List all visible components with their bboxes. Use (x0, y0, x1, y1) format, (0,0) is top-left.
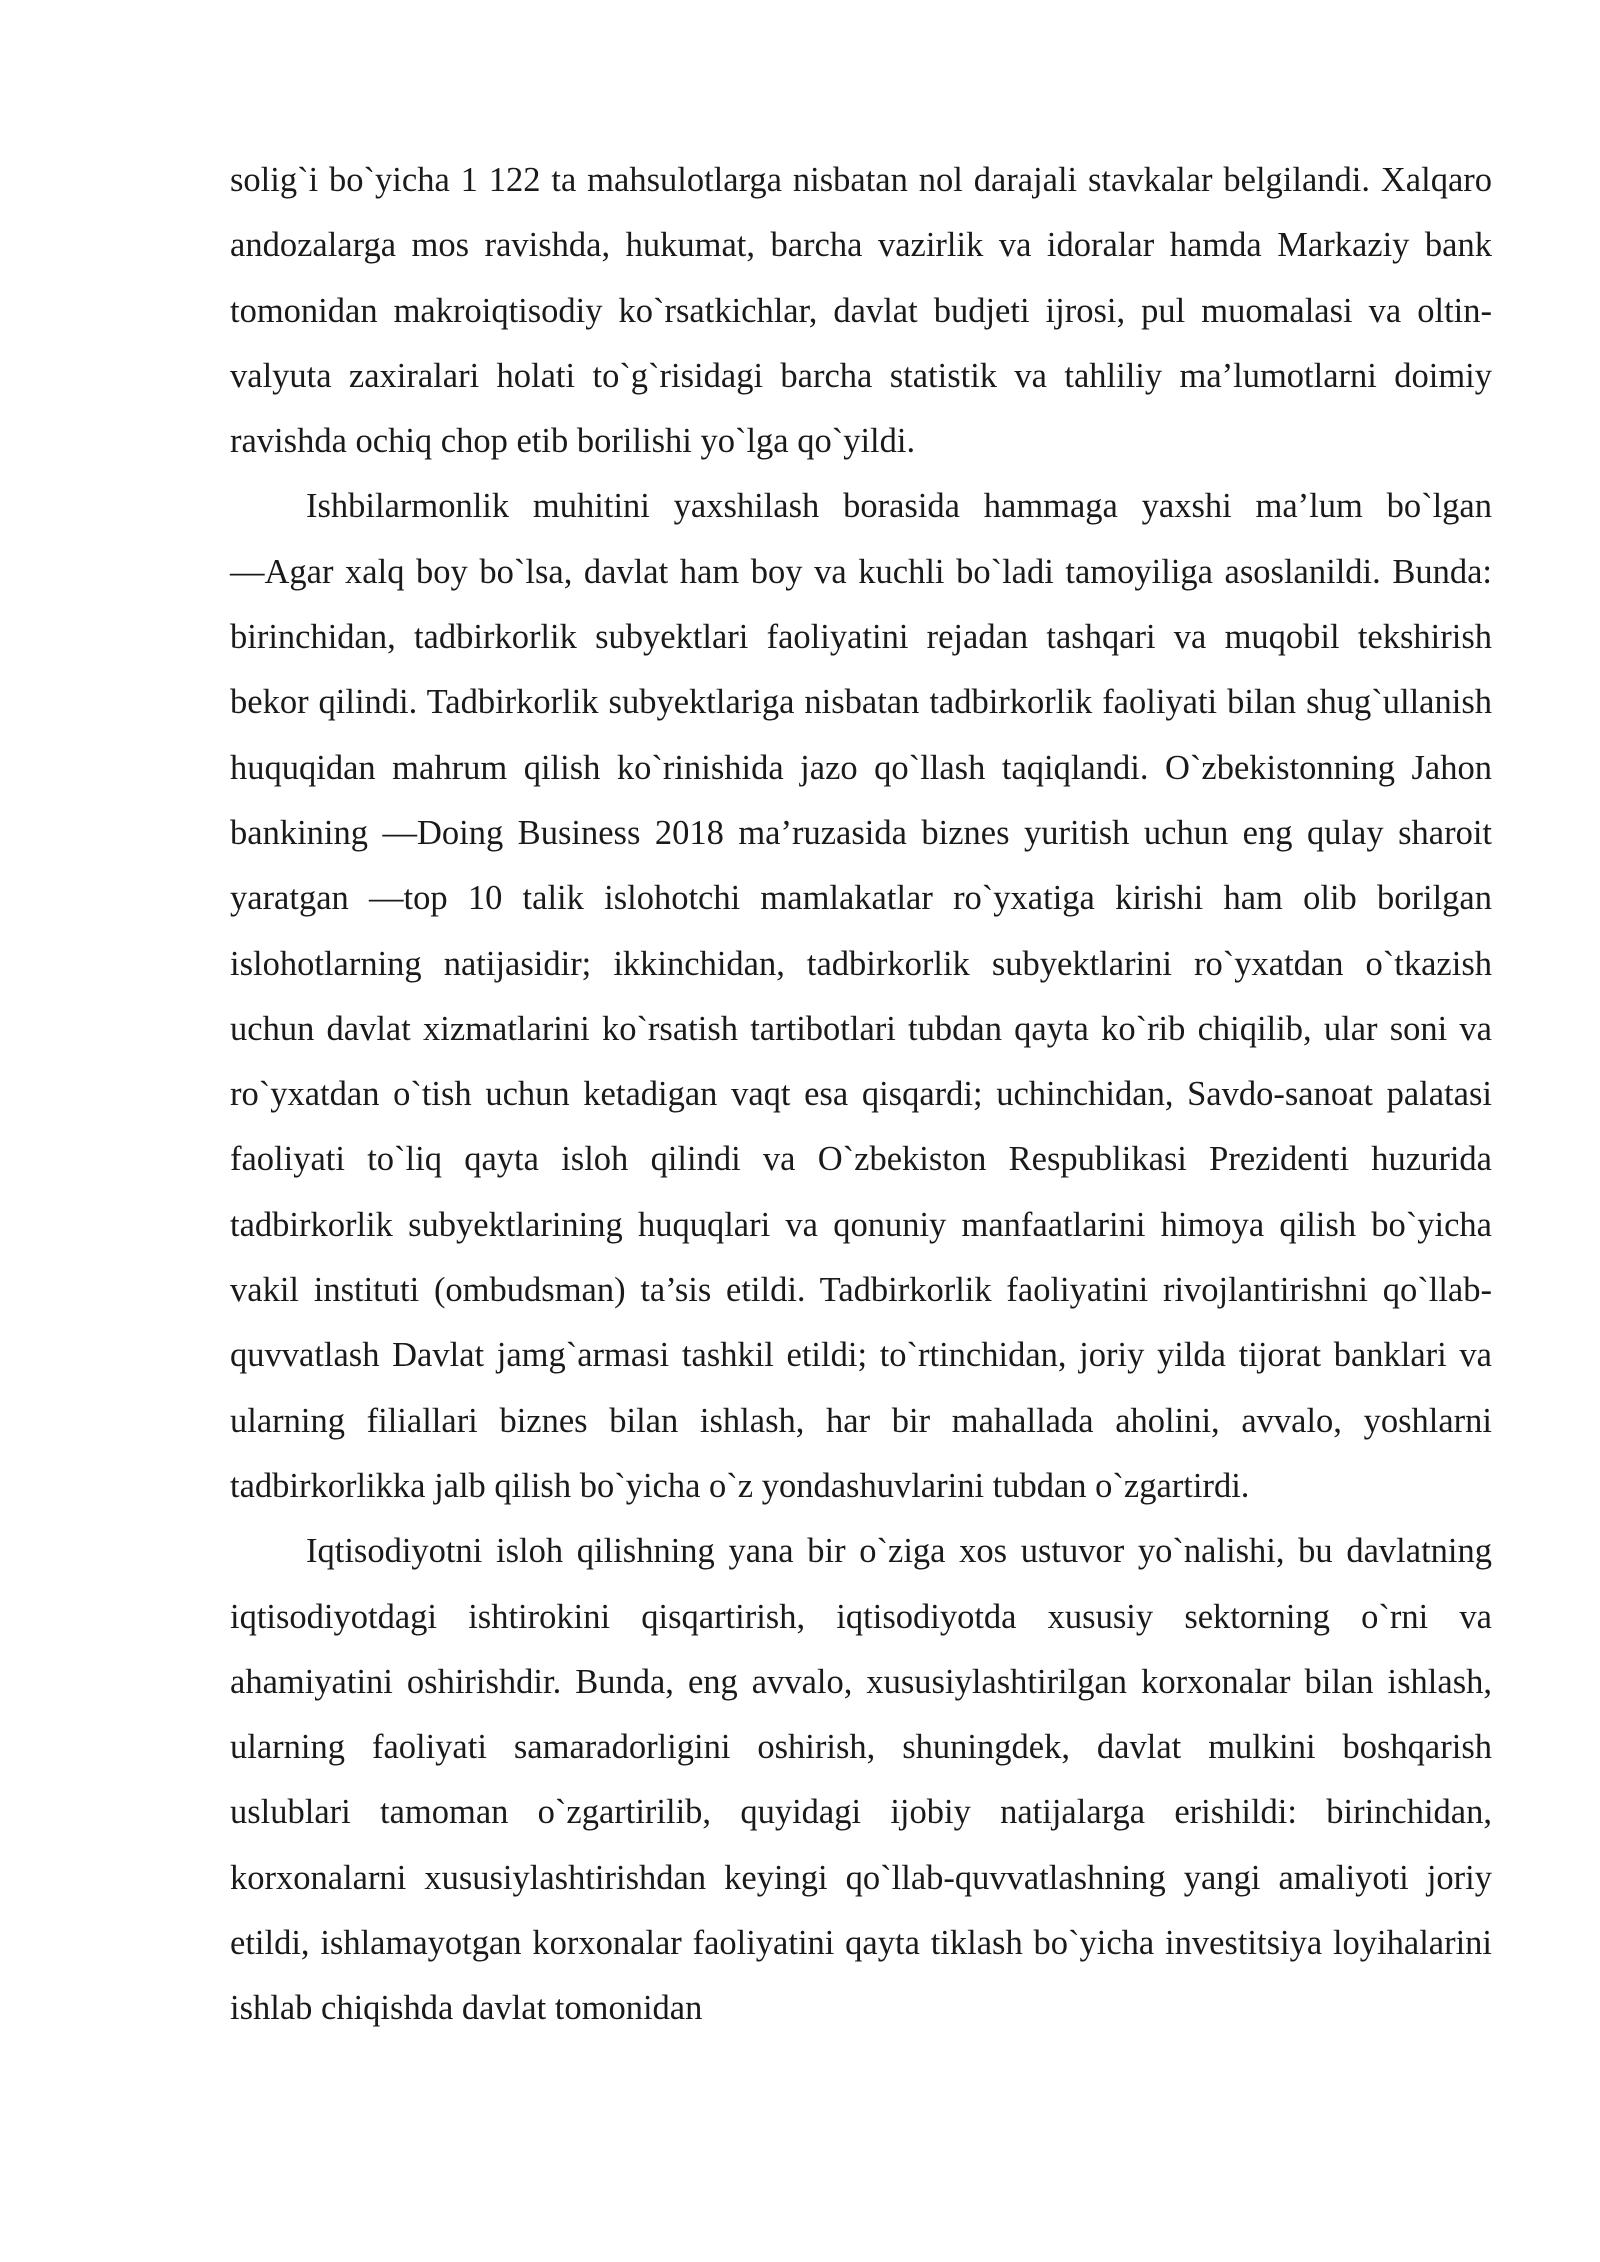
paragraph-economic-reform: Iqtisodiyotni isloh qilishning yana bir o`ziga xos ustuvor yo`nalishi, bu davlatning iqtisodiyotdagi ishtirokini qisqartirish, iqtisodiyotda xususiy sektorning o`rni va ahamiyatini oshirishdir. Bunda, eng avvalo, xususiylashtirilgan korxonalar bilan ishlash, ularning faoliyati samaradorligini oshirish, shuningdek, davlat mulkini boshqarish uslublari tamoman o`zgartirilib, quyidagi ijobiy natijalarga erishildi: birinchidan, korxonalarni xususiylashtirishdan keyingi qo`llab-quvvatlashning yangi amaliyoti joriy etildi, ishlamayotgan korxonalar faoliyatini qayta tiklash bo`yicha investitsiya loyihalarini ishlab chiqishda davlat tomonidan (230, 1532, 1492, 2028)
paragraph-business-environment: Ishbilarmonlik muhitini yaxshilash borasida hammaga yaxshi ma’lum bo`lgan ―Agar xalq boy bo`lsa, davlat ham boy va kuchli bo`ladi tamoyiliga asoslanildi. Bunda: birinchidan, tadbirkorlik subyektlari faoliyatini rejadan tashqari va muqobil tekshirish bekor qilindi. Tadbirkorlik subyektlariga nisbatan tadbirkorlik faoliyati bilan shug`ullanish huquqidan mahrum qilish ko`rinishida jazo qo`llash taqiqlandi. O`zbekistonning Jahon bankining ―Doing Business 2018 ma’ruzasida biznes yuritish uchun eng qulay sharoit yaratgan ―top 10 talik islohotchi mamlakatlar ro`yxatiga kirishi ham olib borilgan islohotlarning natijasidir; ikkinchidan, tadbirkorlik subyektlarini ro`yxatdan o`tkazish uchun davlat xizmatlarini ko`rsatish tartibotlari tubdan qayta ko`rib chiqilib, ular soni va ro`yxatdan o`tish uchun ketadigan vaqt esa qisqardi; uchinchidan, Savdo-sanoat palatasi faoliyati to`liq qayta isloh qilindi va O`zbekiston Respublikasi Prezidenti huzurida tadbirkorlik subyektlarining huquqlari va qonuniy manfaatlarini himoya qilish bo`yicha vakil instituti (ombudsman) ta’sis etildi. Tadbirkorlik faoliyatini rivojlantirishni qo`llab-quvvatlash Davlat jamg`armasi tashkil etildi; to`rtinchidan, joriy yilda tijorat banklari va ularning filiallari biznes bilan ishlash, har bir mahallada aholini, avvalo, yoshlarni tadbirkorlikka jalb qilish bo`yicha o`z yondashuvlarini tubdan o`zgartirdi. (230, 487, 1492, 1505)
document-page (230, 148, 1492, 2042)
paragraph-continuation: solig`i bo`yicha 1 122 ta mahsulotlarga nisbatan nol darajali stavkalar belgilandi. Xalqaro andozalarga mos ravishda, hukumat, barcha vazirlik va idoralar hamda Markaziy bank tomonidan makroiqtisodiy ko`rsatkichlar, davlat budjeti ijrosi, pul muomalasi va oltin-valyuta zaxiralari holati to`g`risidagi barcha statistik va tahliliy ma’lumotlarni doimiy ravishda ochiq chop etib borilishi yo`lga qo`yildi. (230, 161, 1492, 461)
